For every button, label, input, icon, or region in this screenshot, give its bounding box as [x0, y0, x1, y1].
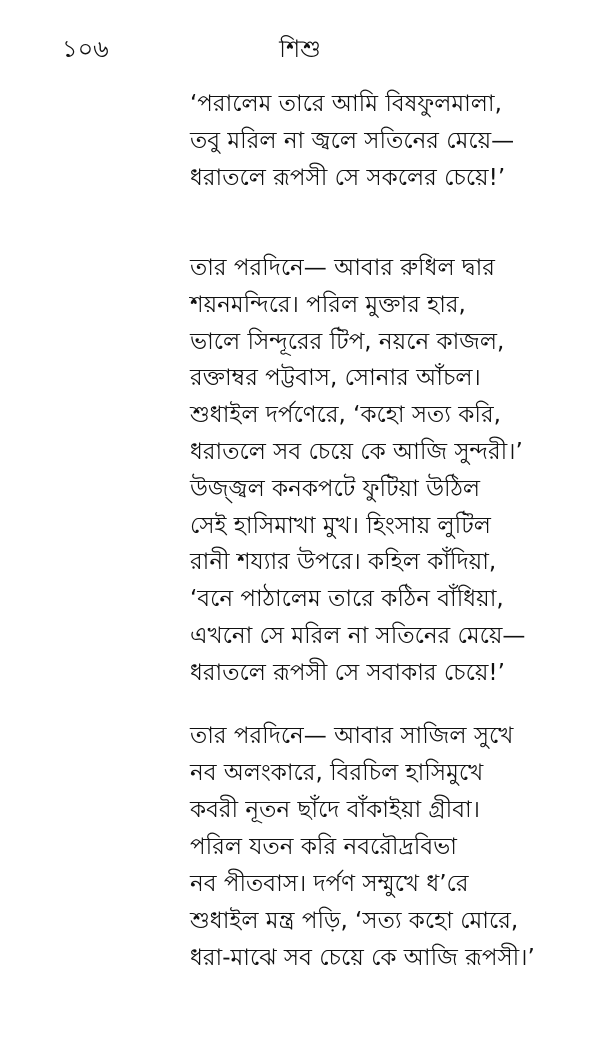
verse-line: রক্তাম্বর পট্টবাস, সোনার আঁচল। — [190, 365, 481, 392]
verse-line: তবু মরিল না জ্বলে সতিনের মেয়ে— — [190, 128, 515, 154]
verse-line: এখনো সে মরিল না সতিনের মেয়ে— — [190, 622, 526, 649]
verse-line: শুধাইল দর্পণেরে, ‘কহো সত্য করি, — [190, 402, 501, 429]
verse-line: ধরা-মাঝে সব চেয়ে কে আজি রূপসী।’ — [190, 945, 535, 971]
verse-line: তার পরদিনে— আবার রুধিল দ্বার — [190, 255, 495, 281]
verse-line: তার পরদিনে— আবার সাজিল সুখে — [190, 723, 514, 749]
stanza-2 — [190, 250, 525, 692]
running-title: শিশু — [279, 35, 321, 63]
verse-line: সেই হাসিমাখা মুখ। হিংসায় লুটিল — [190, 512, 491, 539]
verse-line: ‘বনে পাঠালেম তারে কঠিন বাঁধিয়া, — [190, 586, 504, 613]
verse-line: কবরী নূতন ছাঁদে বাঁকাইয়া গ্রীবা। — [190, 797, 480, 823]
verse-line: শয়নমন্দিরে। পরিল মুক্তার হার, — [190, 291, 466, 318]
verse-line: নব অলংকারে, বিরচিল হাসিমুখে — [190, 760, 484, 786]
verse-line: ধরাতলে রূপসী সে সকলের চেয়ে!’ — [190, 165, 506, 191]
verse-line: ধরাতলে রূপসী সে সবাকার চেয়ে!’ — [190, 659, 505, 686]
page-number: ১০৬ — [62, 35, 109, 63]
verse-line: ভালে সিন্দূরের টিপ, নয়নে কাজল, — [190, 328, 505, 355]
verse-line: পরিল যতন করি নবরৌদ্রবিভা — [190, 834, 457, 860]
verse-line: ধরাতলে সব চেয়ে কে আজি সুন্দরী।’ — [190, 438, 523, 465]
verse-line: নব পীতবাস। দর্পণ সম্মুখে ধ’রে — [190, 871, 469, 897]
stanza-3 — [190, 718, 535, 977]
verse-line: উজ্জ্বল কনকপটে ফুটিয়া উঠিল — [190, 475, 481, 502]
stanza-1 — [190, 86, 514, 197]
verse-line: রানী শয্যার উপরে। কহিল কাঁদিয়া, — [190, 549, 497, 576]
verse-line: ‘পরালেম তারে আমি বিষফুলমালা, — [190, 91, 502, 117]
verse-line: শুধাইল মন্ত্র পড়ি, ‘সত্য কহো মোরে, — [190, 908, 519, 934]
